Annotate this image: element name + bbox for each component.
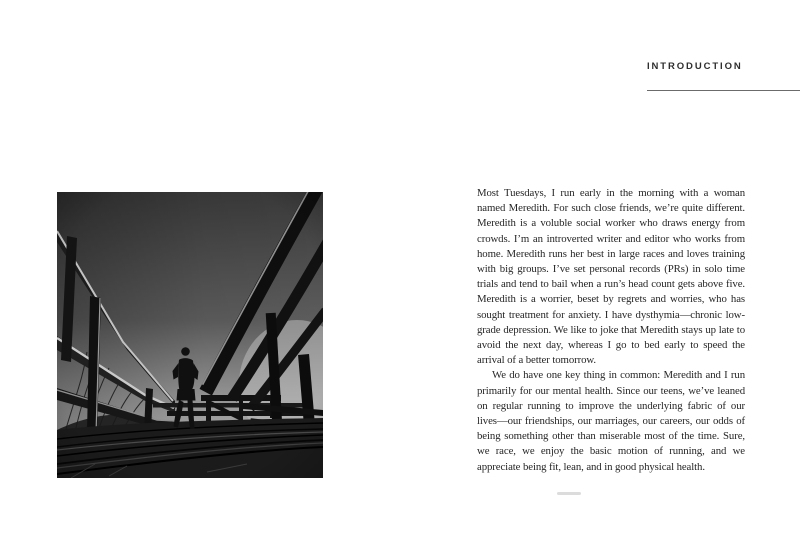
paragraph: Most Tuesdays, I run early in the morning with a woman named Meredith. For such close friends, we’re quite different. Meredith is a voluble social worker who draws energy from crowds. I’m an introverted writer and editor who works from home. Meredith runs her best in large races and loves training with big groups. I’ve set personal records (PRs) in solo time trials and tend to bail when a run’s head count gets above five. Meredith is a worrier, beset by regrets and worries, who has sought treatment for anxiety. I have dysthymia—chronic low-grade depression. We like to joke that Meredith stays up late to avoid the next day, whereas I go to bed early to speed the arrival of a better tomorrow. [477, 187, 745, 367]
chapter-title: INTRODUCTION [647, 61, 743, 72]
vignette-overlay [57, 192, 323, 478]
header-rule [647, 90, 800, 91]
paragraph: We do have one key thing in common: Meredith and I run primarily for our mental health. Since our teens, we’ve leaned on regular running to improve the underlying fabric of our lives—our friendships, our marriages, our careers, our odds of being something other than miserable most of the time. Sure, we race, we enjoy the basic motion of running, and we appreciate being fit, lean, and in good physical health. [477, 369, 745, 473]
body-text [477, 186, 745, 475]
scan-smudge [557, 492, 581, 495]
boardwalk-runner-photo [57, 192, 323, 478]
runner-photo-illustration [57, 192, 323, 478]
